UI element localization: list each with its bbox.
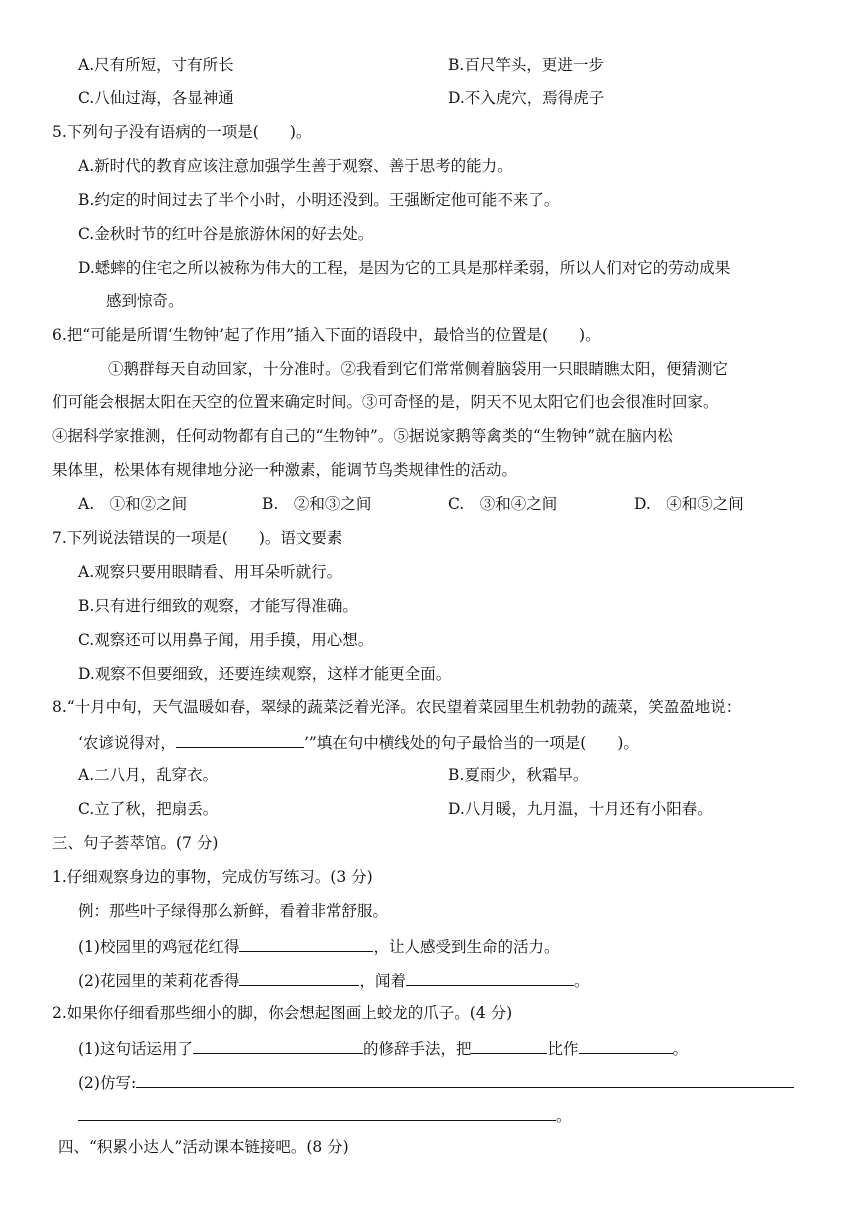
q5-option-c: C.金秋时节的红叶谷是旅游休闲的好去处。 bbox=[78, 225, 374, 243]
s3-q2-item2-blank-line1[interactable] bbox=[136, 1071, 794, 1088]
q5-option-d-line1: D.蟋蟀的住宅之所以被称为伟大的工程，是因为它的工具是那样柔弱，所以人们对它的劳动成果 bbox=[78, 259, 731, 277]
q6-option-b: B. ②和③之间 bbox=[262, 495, 372, 513]
q8-stem-line1: 8.“十月中旬，天气温暖如春，翠绿的蔬菜泛着光泽。农民望着菜园里生机勃勃的蔬菜，笑盈盈地说： bbox=[52, 698, 742, 716]
q5-option-d-line2: 感到惊奇。 bbox=[106, 292, 184, 310]
q6-stem: 6.把“可能是所谓‘生物钟’起了作用”插入下面的语段中，最恰当的位置是( )。 bbox=[52, 326, 601, 344]
s3-q2-item1 bbox=[78, 1037, 688, 1059]
q8-option-b: B.夏雨少，秋霜早。 bbox=[448, 766, 589, 784]
q6-passage-line3: ④据科学家推测，任何动物都有自己的“生物钟”。⑤据说家鹅等禽类的“生物钟”就在脑内松 bbox=[52, 427, 673, 445]
q7-option-d: D.观察不但要细致，还要连续观察，这样才能更全面。 bbox=[78, 665, 452, 683]
q8-option-d: D.八月暖，九月温，十月还有小阳春。 bbox=[448, 800, 713, 818]
s3-q2-item1-mid2: 比作 bbox=[547, 1040, 579, 1058]
q8-option-a: A.二八月，乱穿衣。 bbox=[78, 766, 219, 784]
s3-q2-stem: 2.如果你仔细看那些细小的脚，你会想起图画上蛟龙的爪子。(4 分) bbox=[52, 1004, 513, 1022]
s3-q2-item2-blank-line2[interactable] bbox=[78, 1104, 556, 1121]
q7-option-b: B.只有进行细致的观察，才能写得准确。 bbox=[78, 597, 358, 615]
q7-option-a: A.观察只要用眼睛看、用耳朵听就行。 bbox=[78, 563, 343, 581]
s3-q2-item1-end: 。 bbox=[672, 1040, 689, 1058]
s3-q1-item1 bbox=[78, 935, 559, 957]
s3-q1-item1-start: (1)校园里的鸡冠花红得 bbox=[78, 938, 240, 956]
s3-q2-item2-end: 。 bbox=[556, 1107, 572, 1125]
s3-q1-item2-start: (2)花园里的茉莉花香得 bbox=[78, 972, 240, 990]
q6-option-c: C. ③和④之间 bbox=[448, 495, 558, 513]
q4-option-b: B.百尺竿头，更进一步 bbox=[448, 56, 604, 74]
s3-q1-item1-blank[interactable] bbox=[239, 935, 373, 952]
s3-q2-item1-blank1[interactable] bbox=[193, 1037, 363, 1054]
s3-q2-item2-continued bbox=[78, 1104, 572, 1126]
q8-stem-line2 bbox=[78, 731, 639, 753]
s3-q1-item2-end: 。 bbox=[573, 972, 590, 990]
q6-passage-line1: ①鹅群每天自动回家，十分准时。②我看到它们常常侧着脑袋用一只眼睛瞧太阳，便猜测它 bbox=[108, 360, 729, 378]
s3-q2-item2-label: (2)仿写: bbox=[78, 1074, 137, 1092]
s3-q1-example: 例：那些叶子绿得那么新鲜，看着非常舒服。 bbox=[78, 902, 389, 920]
q5-stem: 5.下列句子没有语病的一项是( )。 bbox=[52, 123, 312, 141]
q8-option-c: C.立了秋，把扇丢。 bbox=[78, 800, 219, 818]
s3-q2-item1-blank3[interactable] bbox=[579, 1037, 673, 1054]
q7-stem: 7.下列说法错误的一项是( )。语文要素 bbox=[52, 529, 343, 547]
s3-q1-item1-end: ，让人感受到生命的活力。 bbox=[373, 938, 560, 956]
s3-q1-item2-mid: ，闻着 bbox=[359, 972, 406, 990]
q6-passage-line4: 果体里，松果体有规律地分泌一种激素，能调节鸟类规律性的活动。 bbox=[52, 461, 518, 479]
q5-option-a: A.新时代的教育应该注意加强学生善于观察、善于思考的能力。 bbox=[78, 157, 513, 175]
s3-q1-item2-blank1[interactable] bbox=[239, 969, 359, 986]
s3-q1-stem: 1.仔细观察身边的事物，完成仿写练习。(3 分) bbox=[52, 868, 373, 886]
q7-option-c: C.观察还可以用鼻子闻，用手摸，用心想。 bbox=[78, 631, 374, 649]
section3-title: 三、句子荟萃馆。(7 分) bbox=[52, 834, 219, 852]
s3-q1-item2 bbox=[78, 969, 590, 991]
q4-option-c: C.八仙过海，各显神通 bbox=[78, 89, 234, 107]
s3-q2-item2 bbox=[78, 1071, 794, 1093]
q6-option-d: D. ④和⑤之间 bbox=[634, 495, 744, 513]
section4-title: 四、“积累小达人”活动课本链接吧。(8 分) bbox=[58, 1138, 349, 1156]
q6-passage-line2: 们可能会根据太阳在天空的位置来确定时间。③可奇怪的是，阴天不见太阳它们也会很准时回家。 bbox=[52, 393, 719, 411]
q8-stem-line2-start: ‘农谚说得对， bbox=[78, 734, 176, 752]
s3-q2-item1-blank2[interactable] bbox=[471, 1037, 547, 1054]
q4-option-d: D.不入虎穴，焉得虎子 bbox=[448, 89, 605, 107]
q4-option-a: A.尺有所短，寸有所长 bbox=[78, 56, 234, 74]
s3-q1-item2-blank2[interactable] bbox=[406, 969, 574, 986]
q8-stem-line2-end: ’”填在句中横线处的句子最恰当的一项是( )。 bbox=[303, 734, 639, 752]
q8-answer-blank[interactable] bbox=[176, 731, 304, 748]
q5-option-b: B.约定的时间过去了半个小时，小明还没到。王强断定他可能不来了。 bbox=[78, 191, 560, 209]
q6-option-a: A. ①和②之间 bbox=[78, 495, 188, 513]
s3-q2-item1-mid1: 的修辞手法，把 bbox=[362, 1040, 472, 1058]
s3-q2-item1-start: (1)这句话运用了 bbox=[78, 1040, 193, 1058]
